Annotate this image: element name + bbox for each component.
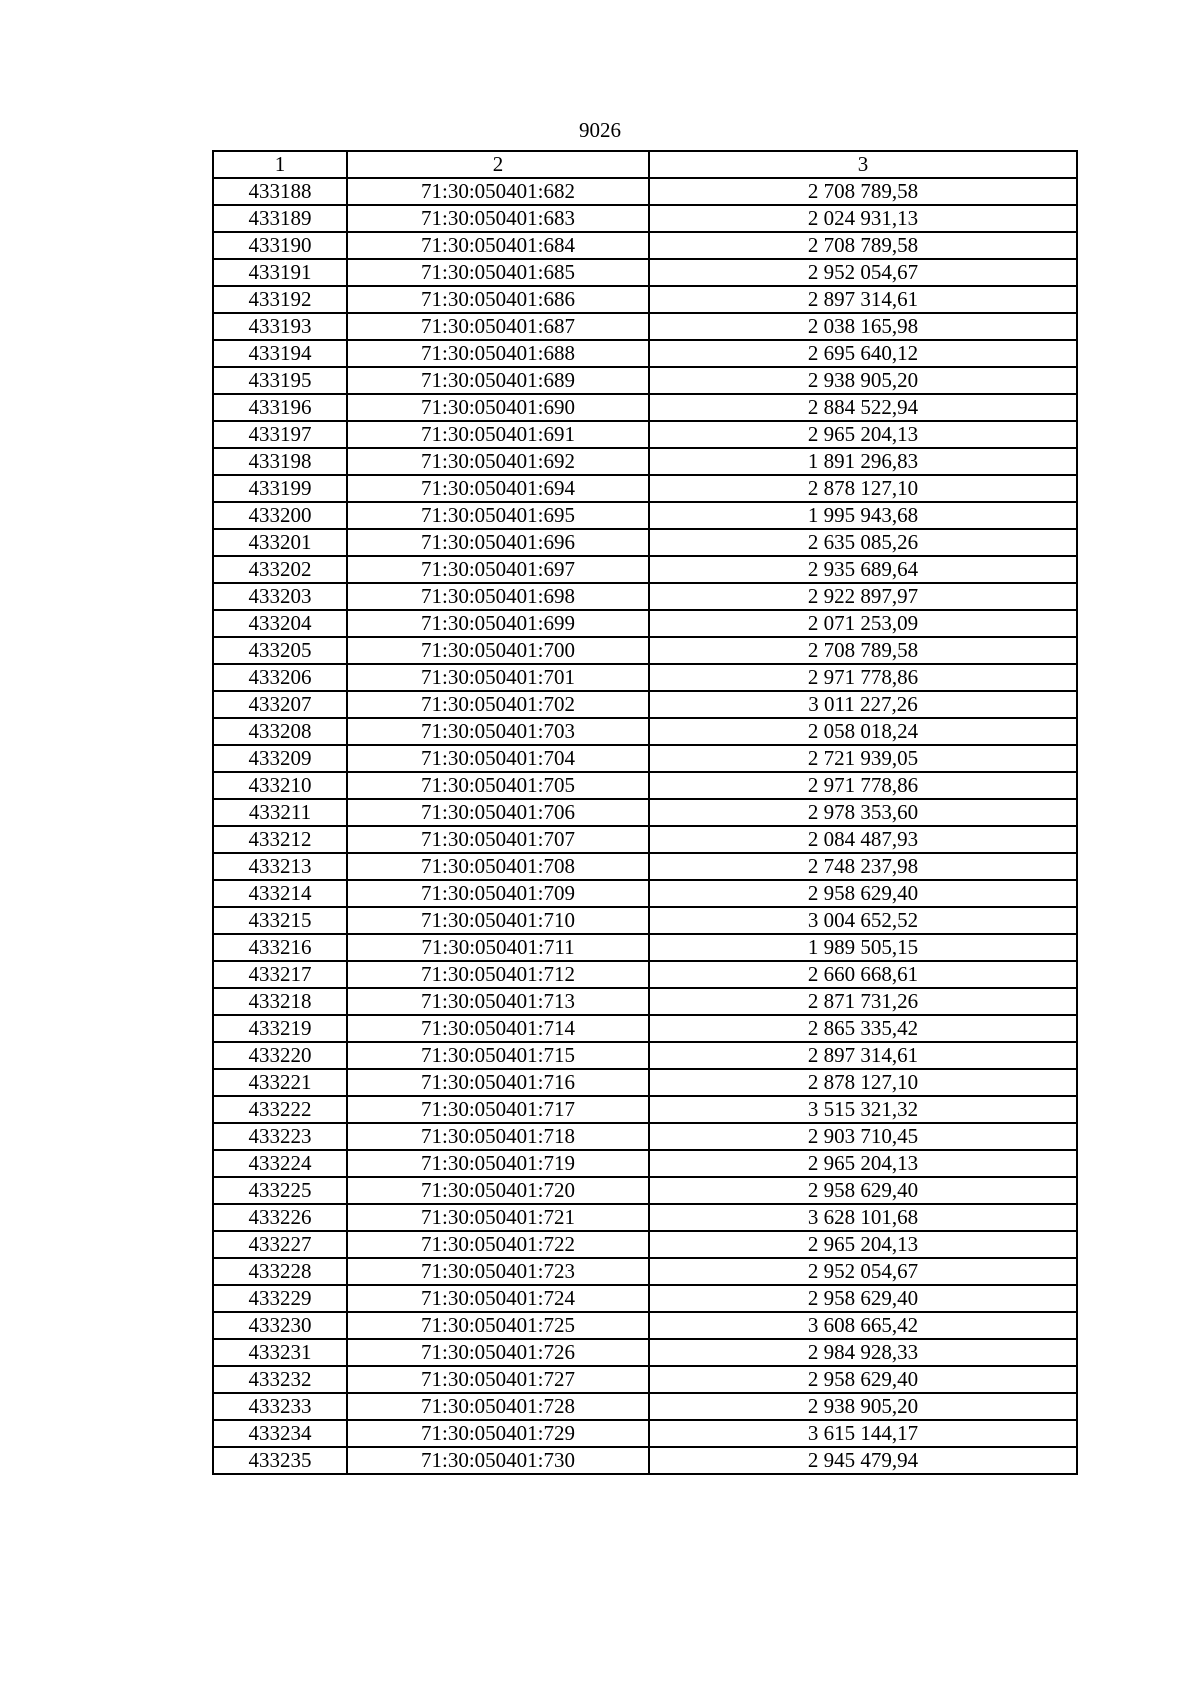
table-row	[213, 1393, 1077, 1420]
cadastral-number-cell: 71:30:050401:708	[347, 853, 649, 880]
table-header-row	[213, 151, 1077, 178]
table-row	[213, 907, 1077, 934]
row-number-cell: 433201	[213, 529, 347, 556]
table-row	[213, 1366, 1077, 1393]
cadastral-number-cell: 71:30:050401:686	[347, 286, 649, 313]
row-number-cell: 433233	[213, 1393, 347, 1420]
row-number-cell: 433189	[213, 205, 347, 232]
cadastral-value-cell: 3 515 321,32	[649, 1096, 1077, 1123]
cadastral-value-cell: 3 615 144,17	[649, 1420, 1077, 1447]
cadastral-number-cell: 71:30:050401:722	[347, 1231, 649, 1258]
cadastral-value-cell: 2 965 204,13	[649, 1231, 1077, 1258]
table-body	[213, 178, 1077, 1474]
row-number-cell: 433227	[213, 1231, 347, 1258]
table-row	[213, 1177, 1077, 1204]
row-number-cell: 433202	[213, 556, 347, 583]
cadastral-number-cell: 71:30:050401:723	[347, 1258, 649, 1285]
row-number-cell: 433188	[213, 178, 347, 205]
row-number-cell: 433229	[213, 1285, 347, 1312]
row-number-cell: 433230	[213, 1312, 347, 1339]
row-number-cell: 433206	[213, 664, 347, 691]
cadastral-value-cell: 2 903 710,45	[649, 1123, 1077, 1150]
table-row	[213, 664, 1077, 691]
cadastral-value-cell: 2 938 905,20	[649, 367, 1077, 394]
cadastral-number-cell: 71:30:050401:696	[347, 529, 649, 556]
cadastral-value-cell: 2 958 629,40	[649, 880, 1077, 907]
table-row	[213, 799, 1077, 826]
table-row	[213, 1204, 1077, 1231]
cadastral-value-cell: 1 989 505,15	[649, 934, 1077, 961]
cadastral-number-cell: 71:30:050401:687	[347, 313, 649, 340]
row-number-cell: 433217	[213, 961, 347, 988]
cadastral-number-cell: 71:30:050401:714	[347, 1015, 649, 1042]
row-number-cell: 433213	[213, 853, 347, 880]
cadastral-value-cell: 2 748 237,98	[649, 853, 1077, 880]
cadastral-value-cell: 2 708 789,58	[649, 637, 1077, 664]
table-row	[213, 1312, 1077, 1339]
cadastral-value-cell: 2 708 789,58	[649, 178, 1077, 205]
cadastral-number-cell: 71:30:050401:709	[347, 880, 649, 907]
cadastral-value-cell: 2 878 127,10	[649, 475, 1077, 502]
cadastral-number-cell: 71:30:050401:711	[347, 934, 649, 961]
table-row	[213, 934, 1077, 961]
row-number-cell: 433190	[213, 232, 347, 259]
cadastral-value-cell: 2 938 905,20	[649, 1393, 1077, 1420]
table-row	[213, 745, 1077, 772]
cadastral-value-cell: 2 984 928,33	[649, 1339, 1077, 1366]
row-number-cell: 433232	[213, 1366, 347, 1393]
row-number-cell: 433215	[213, 907, 347, 934]
cadastral-value-table	[212, 150, 1078, 1475]
row-number-cell: 433226	[213, 1204, 347, 1231]
row-number-cell: 433225	[213, 1177, 347, 1204]
row-number-cell: 433199	[213, 475, 347, 502]
cadastral-value-cell: 3 608 665,42	[649, 1312, 1077, 1339]
table-row	[213, 367, 1077, 394]
row-number-cell: 433224	[213, 1150, 347, 1177]
row-number-cell: 433193	[213, 313, 347, 340]
table-row	[213, 1150, 1077, 1177]
cadastral-number-cell: 71:30:050401:694	[347, 475, 649, 502]
table-row	[213, 691, 1077, 718]
cadastral-number-cell: 71:30:050401:710	[347, 907, 649, 934]
cadastral-value-cell: 2 978 353,60	[649, 799, 1077, 826]
row-number-cell: 433198	[213, 448, 347, 475]
table-row	[213, 259, 1077, 286]
cadastral-value-cell: 2 958 629,40	[649, 1366, 1077, 1393]
row-number-cell: 433194	[213, 340, 347, 367]
cadastral-value-cell: 1 891 296,83	[649, 448, 1077, 475]
cadastral-number-cell: 71:30:050401:697	[347, 556, 649, 583]
row-number-cell: 433209	[213, 745, 347, 772]
row-number-cell: 433200	[213, 502, 347, 529]
cadastral-value-cell: 3 628 101,68	[649, 1204, 1077, 1231]
table-row	[213, 1069, 1077, 1096]
cadastral-number-cell: 71:30:050401:688	[347, 340, 649, 367]
cadastral-value-cell: 2 635 085,26	[649, 529, 1077, 556]
table-row	[213, 826, 1077, 853]
cadastral-number-cell: 71:30:050401:684	[347, 232, 649, 259]
row-number-cell: 433218	[213, 988, 347, 1015]
table-row	[213, 1339, 1077, 1366]
cadastral-number-cell: 71:30:050401:721	[347, 1204, 649, 1231]
cadastral-value-cell: 2 660 668,61	[649, 961, 1077, 988]
cadastral-number-cell: 71:30:050401:702	[347, 691, 649, 718]
cadastral-number-cell: 71:30:050401:717	[347, 1096, 649, 1123]
cadastral-number-cell: 71:30:050401:718	[347, 1123, 649, 1150]
table-row	[213, 772, 1077, 799]
cadastral-value-cell: 2 952 054,67	[649, 259, 1077, 286]
row-number-cell: 433234	[213, 1420, 347, 1447]
row-number-cell: 433214	[213, 880, 347, 907]
cadastral-number-cell: 71:30:050401:700	[347, 637, 649, 664]
cadastral-number-cell: 71:30:050401:719	[347, 1150, 649, 1177]
cadastral-value-cell: 2 897 314,61	[649, 286, 1077, 313]
cadastral-value-cell: 2 897 314,61	[649, 1042, 1077, 1069]
cadastral-value-cell: 2 935 689,64	[649, 556, 1077, 583]
table-row	[213, 313, 1077, 340]
cadastral-number-cell: 71:30:050401:683	[347, 205, 649, 232]
table-row	[213, 205, 1077, 232]
row-number-cell: 433205	[213, 637, 347, 664]
table-row	[213, 583, 1077, 610]
table-row	[213, 1420, 1077, 1447]
cadastral-value-cell: 2 971 778,86	[649, 664, 1077, 691]
cadastral-number-cell: 71:30:050401:720	[347, 1177, 649, 1204]
table-row	[213, 961, 1077, 988]
cadastral-number-cell: 71:30:050401:725	[347, 1312, 649, 1339]
cadastral-value-cell: 2 721 939,05	[649, 745, 1077, 772]
cadastral-number-cell: 71:30:050401:685	[347, 259, 649, 286]
cadastral-value-cell: 2 708 789,58	[649, 232, 1077, 259]
row-number-cell: 433212	[213, 826, 347, 853]
cadastral-value-cell: 2 945 479,94	[649, 1447, 1077, 1474]
cadastral-number-cell: 71:30:050401:712	[347, 961, 649, 988]
cadastral-value-cell: 2 878 127,10	[649, 1069, 1077, 1096]
row-number-cell: 433235	[213, 1447, 347, 1474]
page-number: 9026	[579, 118, 621, 142]
row-number-cell: 433228	[213, 1258, 347, 1285]
table-row	[213, 610, 1077, 637]
cadastral-number-cell: 71:30:050401:699	[347, 610, 649, 637]
table-row	[213, 1123, 1077, 1150]
cadastral-number-cell: 71:30:050401:691	[347, 421, 649, 448]
row-number-cell: 433221	[213, 1069, 347, 1096]
cadastral-value-cell: 2 058 018,24	[649, 718, 1077, 745]
cadastral-number-cell: 71:30:050401:713	[347, 988, 649, 1015]
cadastral-number-cell: 71:30:050401:689	[347, 367, 649, 394]
cadastral-value-cell: 2 952 054,67	[649, 1258, 1077, 1285]
cadastral-number-cell: 71:30:050401:728	[347, 1393, 649, 1420]
cadastral-number-cell: 71:30:050401:706	[347, 799, 649, 826]
cadastral-value-cell: 2 965 204,13	[649, 421, 1077, 448]
table-row	[213, 1096, 1077, 1123]
cadastral-value-cell: 2 695 640,12	[649, 340, 1077, 367]
cadastral-number-cell: 71:30:050401:715	[347, 1042, 649, 1069]
cadastral-value-cell: 2 865 335,42	[649, 1015, 1077, 1042]
cadastral-number-cell: 71:30:050401:692	[347, 448, 649, 475]
column-header-2: 2	[347, 151, 649, 178]
cadastral-number-cell: 71:30:050401:727	[347, 1366, 649, 1393]
cadastral-number-cell: 71:30:050401:729	[347, 1420, 649, 1447]
table-row	[213, 1042, 1077, 1069]
table-row	[213, 1015, 1077, 1042]
row-number-cell: 433203	[213, 583, 347, 610]
cadastral-number-cell: 71:30:050401:698	[347, 583, 649, 610]
row-number-cell: 433192	[213, 286, 347, 313]
cadastral-value-cell: 2 884 522,94	[649, 394, 1077, 421]
row-number-cell: 433220	[213, 1042, 347, 1069]
row-number-cell: 433208	[213, 718, 347, 745]
row-number-cell: 433219	[213, 1015, 347, 1042]
table-row	[213, 232, 1077, 259]
row-number-cell: 433222	[213, 1096, 347, 1123]
table-row	[213, 448, 1077, 475]
column-header-1: 1	[213, 151, 347, 178]
table-row	[213, 880, 1077, 907]
table-row	[213, 718, 1077, 745]
row-number-cell: 433204	[213, 610, 347, 637]
cadastral-value-cell: 2 958 629,40	[649, 1285, 1077, 1312]
row-number-cell: 433197	[213, 421, 347, 448]
cadastral-value-cell: 2 871 731,26	[649, 988, 1077, 1015]
row-number-cell: 433191	[213, 259, 347, 286]
cadastral-value-cell: 2 038 165,98	[649, 313, 1077, 340]
cadastral-number-cell: 71:30:050401:726	[347, 1339, 649, 1366]
table-row	[213, 421, 1077, 448]
table-row	[213, 502, 1077, 529]
row-number-cell: 433223	[213, 1123, 347, 1150]
cadastral-number-cell: 71:30:050401:701	[347, 664, 649, 691]
cadastral-number-cell: 71:30:050401:695	[347, 502, 649, 529]
table-row	[213, 394, 1077, 421]
row-number-cell: 433210	[213, 772, 347, 799]
table-row	[213, 853, 1077, 880]
row-number-cell: 433216	[213, 934, 347, 961]
table-row	[213, 178, 1077, 205]
cadastral-number-cell: 71:30:050401:682	[347, 178, 649, 205]
table-row	[213, 1258, 1077, 1285]
cadastral-number-cell: 71:30:050401:716	[347, 1069, 649, 1096]
table-row	[213, 1231, 1077, 1258]
row-number-cell: 433207	[213, 691, 347, 718]
row-number-cell: 433196	[213, 394, 347, 421]
table-row	[213, 988, 1077, 1015]
table-row	[213, 1447, 1077, 1474]
table-row	[213, 1285, 1077, 1312]
cadastral-number-cell: 71:30:050401:690	[347, 394, 649, 421]
column-header-3: 3	[649, 151, 1077, 178]
table-row	[213, 556, 1077, 583]
row-number-cell: 433211	[213, 799, 347, 826]
table-row	[213, 286, 1077, 313]
cadastral-number-cell: 71:30:050401:724	[347, 1285, 649, 1312]
table-row	[213, 475, 1077, 502]
cadastral-value-cell: 3 011 227,26	[649, 691, 1077, 718]
cadastral-value-cell: 2 071 253,09	[649, 610, 1077, 637]
table-row	[213, 529, 1077, 556]
table-row	[213, 340, 1077, 367]
cadastral-number-cell: 71:30:050401:704	[347, 745, 649, 772]
cadastral-value-cell: 3 004 652,52	[649, 907, 1077, 934]
cadastral-number-cell: 71:30:050401:705	[347, 772, 649, 799]
row-number-cell: 433231	[213, 1339, 347, 1366]
cadastral-number-cell: 71:30:050401:703	[347, 718, 649, 745]
cadastral-number-cell: 71:30:050401:707	[347, 826, 649, 853]
cadastral-value-cell: 2 965 204,13	[649, 1150, 1077, 1177]
cadastral-value-cell: 2 922 897,97	[649, 583, 1077, 610]
table-row	[213, 637, 1077, 664]
cadastral-value-cell: 1 995 943,68	[649, 502, 1077, 529]
cadastral-value-cell: 2 024 931,13	[649, 205, 1077, 232]
cadastral-value-cell: 2 958 629,40	[649, 1177, 1077, 1204]
cadastral-number-cell: 71:30:050401:730	[347, 1447, 649, 1474]
cadastral-value-cell: 2 084 487,93	[649, 826, 1077, 853]
cadastral-value-cell: 2 971 778,86	[649, 772, 1077, 799]
row-number-cell: 433195	[213, 367, 347, 394]
